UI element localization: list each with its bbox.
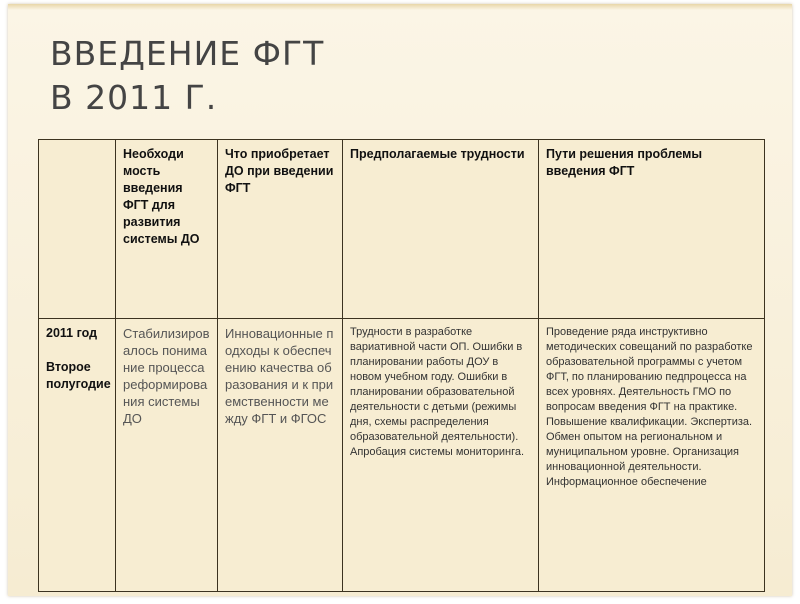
title-line-2: В 2011 Г. <box>50 78 218 117</box>
cell-solutions <box>539 319 765 592</box>
header-necessity: Необходи мость введения ФГТ для развития системы ДО <box>123 147 200 246</box>
row-difficulties: Трудности в разработке вариативной части ОП. Ошибки в планировании работы ДОУ в новом учебном году. Ошибки в планировании образовательной деятельности с детьми (режимы дня, схемы распределения образовательной деятельности). Апробация системы мониторинга. <box>350 326 525 458</box>
header-cell-gains <box>218 140 343 319</box>
header-cell-necessity <box>116 140 218 319</box>
cell-gains <box>218 319 343 592</box>
row-solutions: Проведение ряда инструктивно методических совещаний по разработке образовательной программы с учетом ФГТ, по планированию педпроцесса на всех уровнях. Деятельность ГМО по вопросам введения ФГТ на практике. Повышение квалификации. Экспертиза. Обмен опытом на региональном и муниципальном уровне. Организация инновационной деятельности. Информационное обеспечение <box>546 326 753 488</box>
cell-necessity <box>116 319 218 592</box>
header-difficulties: Предполагаемые трудности <box>350 147 525 161</box>
cell-period <box>39 319 116 592</box>
slide-title <box>50 32 324 120</box>
slide <box>8 4 792 596</box>
row-year: 2011 год <box>46 326 98 340</box>
header-solutions: Пути решения проблемы введения ФГТ <box>546 147 703 178</box>
cell-difficulties <box>343 319 539 592</box>
table-row <box>39 319 765 592</box>
row-gains: Инновационные подходы к обеспечению качества образования и к приемственности между ФГТ и ФГОС <box>225 326 334 426</box>
table-header-row <box>39 140 765 319</box>
title-line-1: ВВЕДЕНИЕ ФГТ <box>50 34 325 73</box>
header-gains: Что приобретает ДО при введении ФГТ <box>225 147 334 195</box>
header-cell-empty <box>39 140 116 319</box>
row-necessity: Стабилизировалось понимание процесса реформирования системы ДО <box>123 326 210 426</box>
header-cell-solutions <box>539 140 765 319</box>
header-cell-difficulties <box>343 140 539 319</box>
fgt-table <box>38 139 765 592</box>
row-period: Второе полугодие <box>46 360 111 391</box>
